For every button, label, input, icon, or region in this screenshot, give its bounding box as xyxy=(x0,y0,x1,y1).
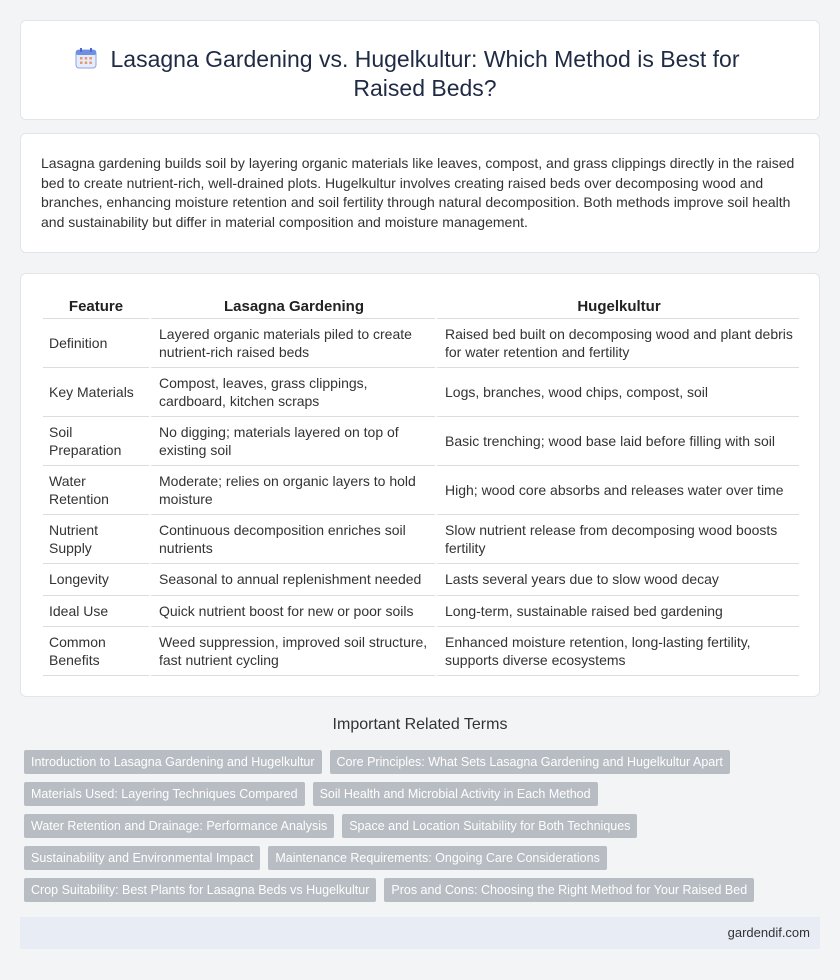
title-card xyxy=(20,20,820,120)
table-row xyxy=(43,417,799,466)
lasagna-cell: Layered organic materials piled to create nutrient-rich raised beds xyxy=(149,319,435,368)
related-term-tag[interactable]: Space and Location Suitability for Both Techniques xyxy=(342,814,637,838)
hugelkultur-cell: Long-term, sustainable raised bed gardening xyxy=(435,596,799,628)
related-terms-list xyxy=(24,750,820,910)
related-term-tag[interactable]: Soil Health and Microbial Activity in Each Method xyxy=(313,782,598,806)
hugelkultur-cell: Raised bed built on decomposing wood and plant debris for water retention and fertility xyxy=(435,319,799,368)
lasagna-cell: Compost, leaves, grass clippings, cardboard, kitchen scraps xyxy=(149,368,435,417)
intro-card xyxy=(20,133,820,253)
footer xyxy=(20,917,820,949)
lasagna-cell: Weed suppression, improved soil structure, fast nutrient cycling xyxy=(149,627,435,676)
related-terms-title: Important Related Terms xyxy=(332,716,508,733)
tag-row xyxy=(24,750,820,774)
related-term-tag[interactable]: Introduction to Lasagna Gardening and Hugelkultur xyxy=(24,750,322,774)
comparison-card xyxy=(20,273,820,697)
table-row xyxy=(43,466,799,515)
feature-cell: Soil Preparation xyxy=(43,417,149,466)
feature-cell: Common Benefits xyxy=(43,627,149,676)
tag-row xyxy=(24,878,820,902)
table-row xyxy=(43,627,799,676)
feature-cell: Key Materials xyxy=(43,368,149,417)
lasagna-cell: Quick nutrient boost for new or poor soils xyxy=(149,596,435,628)
table-header-row xyxy=(43,296,799,319)
feature-cell: Longevity xyxy=(43,564,149,596)
tag-row xyxy=(24,814,820,838)
lasagna-cell: Continuous decomposition enriches soil nutrients xyxy=(149,515,435,564)
table-row xyxy=(43,515,799,564)
table-row xyxy=(43,368,799,417)
hugelkultur-cell: Logs, branches, wood chips, compost, soil xyxy=(435,368,799,417)
hugelkultur-cell: Lasts several years due to slow wood decay xyxy=(435,564,799,596)
tag-row xyxy=(24,782,820,806)
header-feature: Feature xyxy=(43,296,149,319)
lasagna-cell: No digging; materials layered on top of existing soil xyxy=(149,417,435,466)
page-title: Lasagna Gardening vs. Hugelkultur: Which Method is Best for Raised Beds? xyxy=(110,46,740,101)
related-term-tag[interactable]: Crop Suitability: Best Plants for Lasagna Beds vs Hugelkultur xyxy=(24,878,376,902)
feature-cell: Water Retention xyxy=(43,466,149,515)
hugelkultur-cell: Slow nutrient release from decomposing wood boosts fertility xyxy=(435,515,799,564)
table-row xyxy=(43,564,799,596)
related-term-tag[interactable]: Core Principles: What Sets Lasagna Gardening and Hugelkultur Apart xyxy=(330,750,730,774)
lasagna-cell: Moderate; relies on organic layers to hold moisture xyxy=(149,466,435,515)
table-row xyxy=(43,596,799,628)
hugelkultur-cell: High; wood core absorbs and releases water over time xyxy=(435,466,799,515)
related-term-tag[interactable]: Water Retention and Drainage: Performance Analysis xyxy=(24,814,334,838)
feature-cell: Nutrient Supply xyxy=(43,515,149,564)
feature-cell: Definition xyxy=(43,319,149,368)
related-term-tag[interactable]: Sustainability and Environmental Impact xyxy=(24,846,260,870)
footer-domain[interactable]: gardendif.com xyxy=(727,925,810,940)
feature-cell: Ideal Use xyxy=(43,596,149,628)
lasagna-cell: Seasonal to annual replenishment needed xyxy=(149,564,435,596)
hugelkultur-cell: Enhanced moisture retention, long-lasting fertility, supports diverse ecosystems xyxy=(435,627,799,676)
related-term-tag[interactable]: Pros and Cons: Choosing the Right Method for Your Raised Bed xyxy=(384,878,754,902)
header-hugelkultur: Hugelkultur xyxy=(435,296,799,319)
hugelkultur-cell: Basic trenching; wood base laid before filling with soil xyxy=(435,417,799,466)
table-row xyxy=(43,319,799,368)
related-term-tag[interactable]: Materials Used: Layering Techniques Compared xyxy=(24,782,305,806)
comparison-table xyxy=(43,296,799,676)
intro-paragraph: Lasagna gardening builds soil by layering organic materials like leaves, compost, and grass clippings directly in the raised bed to create nutrient-rich, well-drained plots. Hugelkultur involves creating raised beds over decomposing wood and branches, enhancing moisture retention and soil fertility through natural decomposition. Both methods improve soil health and sustainability but differ in material composition and moisture management. xyxy=(41,155,795,230)
tag-row xyxy=(24,846,820,870)
related-term-tag[interactable]: Maintenance Requirements: Ongoing Care Considerations xyxy=(268,846,607,870)
header-lasagna: Lasagna Gardening xyxy=(149,296,435,319)
